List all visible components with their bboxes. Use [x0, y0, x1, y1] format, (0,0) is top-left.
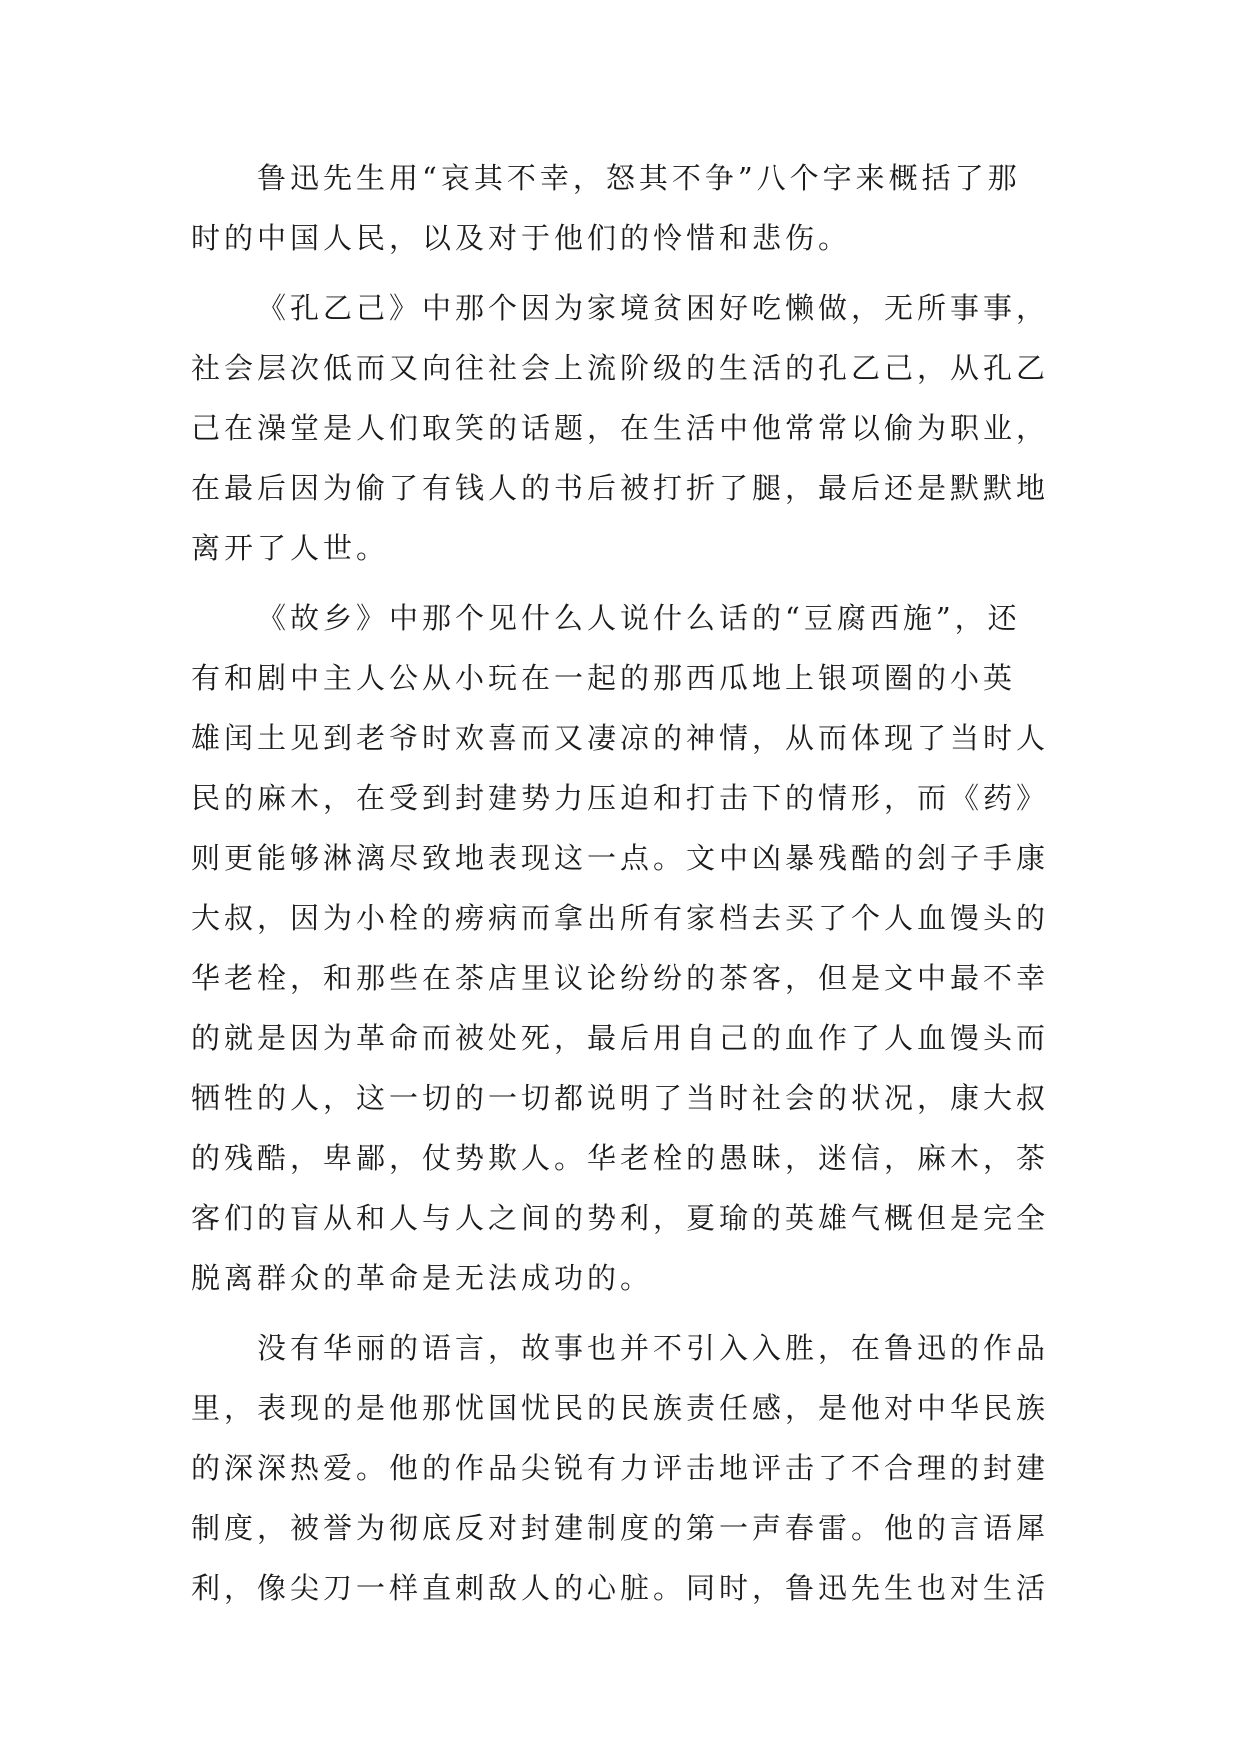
paragraph-line: 在最后因为偷了有钱人的书后被打折了腿，最后还是默默地: [191, 471, 1050, 505]
paragraph-line: 的残酷，卑鄙，仗势欺人。华老栓的愚昧，迷信，麻木，茶: [191, 1141, 1050, 1175]
paragraph-line: 没有华丽的语言，故事也并不引入入胜，在鲁迅的作品: [257, 1331, 1050, 1365]
document-body: [191, 148, 1051, 1618]
paragraph-line: 则更能够淋漓尽致地表现这一点。文中凶暴残酷的刽子手康: [191, 841, 1050, 875]
paragraph-line: 社会层次低而又向往社会上流阶级的生活的孔乙己，从孔乙: [191, 351, 1050, 385]
paragraph-line: 里，表现的是他那忧国忧民的民族责任感，是他对中华民族: [191, 1391, 1050, 1425]
paragraph-line: 客们的盲从和人与人之间的势利，夏瑜的英雄气概但是完全: [191, 1201, 1050, 1235]
paragraph-line: 离开了人世。: [191, 531, 390, 565]
paragraph-3: [191, 588, 1051, 1308]
paragraph-line: 脱离群众的革命是无法成功的。: [191, 1261, 654, 1295]
paragraph-line: 利，像尖刀一样直刺敌人的心脏。同时，鲁迅先生也对生活: [191, 1571, 1050, 1605]
paragraph-line: 鲁迅先生用“哀其不幸，怒其不争”八个字来概括了那: [257, 161, 1021, 195]
paragraph-4: [191, 1318, 1051, 1618]
paragraph-line: 己在澡堂是人们取笑的话题，在生活中他常常以偷为职业，: [191, 411, 1050, 445]
paragraph-line: 雄闰土见到老爷时欢喜而又凄凉的神情，从而体现了当时人: [191, 721, 1050, 755]
paragraph-line: 的深深热爱。他的作品尖锐有力评击地评击了不合理的封建: [191, 1451, 1050, 1485]
paragraph-line: 有和剧中主人公从小玩在一起的那西瓜地上银项圈的小英: [191, 661, 1017, 695]
paragraph-line: 时的中国人民，以及对于他们的怜惜和悲伤。: [191, 221, 852, 255]
paragraph-line: 制度，被誉为彻底反对封建制度的第一声春雷。他的言语犀: [191, 1511, 1050, 1545]
paragraph-2: [191, 278, 1051, 578]
paragraph-line: 的就是因为革命而被处死，最后用自己的血作了人血馒头而: [191, 1021, 1050, 1055]
paragraph-line: 民的麻木，在受到封建势力压迫和打击下的情形，而《药》: [191, 781, 1050, 815]
paragraph-line: 《故乡》中那个见什么人说什么话的“豆腐西施”，还: [257, 601, 1021, 635]
paragraph-line: 大叔，因为小栓的痨病而拿出所有家档去买了个人血馒头的: [191, 901, 1050, 935]
paragraph-1: [191, 148, 1051, 268]
paragraph-line: 《孔乙己》中那个因为家境贫困好吃懒做，无所事事，: [257, 291, 1050, 325]
paragraph-line: 华老栓，和那些在茶店里议论纷纷的茶客，但是文中最不幸: [191, 961, 1050, 995]
paragraph-line: 牺牲的人，这一切的一切都说明了当时社会的状况，康大叔: [191, 1081, 1050, 1115]
